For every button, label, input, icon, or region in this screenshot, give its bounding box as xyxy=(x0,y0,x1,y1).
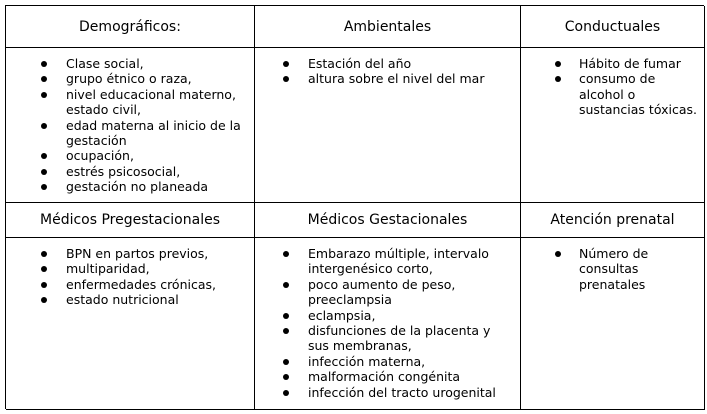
header-conductuales xyxy=(521,6,705,48)
list-item-text: Clase social, xyxy=(66,56,144,71)
list-item xyxy=(255,369,514,384)
list-item-text: consumo de alcohol o sustancias tóxicas. xyxy=(579,71,697,118)
cell-demograficos xyxy=(6,48,255,203)
list-item-text: malformación congénita xyxy=(308,369,461,385)
header-atencion-prenatal-label: Atención prenatal xyxy=(550,212,675,228)
cell-atencion-prenatal xyxy=(521,238,705,410)
bullet-icon xyxy=(283,313,289,319)
bullet-icon xyxy=(555,76,561,82)
list-item-text: Número de consultas prenatales xyxy=(579,246,649,292)
list-item xyxy=(6,246,248,261)
list-item xyxy=(255,56,514,71)
cell-ambientales xyxy=(255,48,521,203)
bullet-icon xyxy=(41,123,47,129)
bullet-icon xyxy=(41,76,47,82)
list-item-text: ocupación, xyxy=(66,148,134,164)
bullet-icon xyxy=(283,251,289,257)
header-demograficos xyxy=(6,6,255,48)
list-item xyxy=(255,277,514,308)
header-medicos-gestacionales xyxy=(255,203,521,238)
list-item xyxy=(6,277,248,292)
list-item-text: Embarazo múltiple, intervalo intergenésico corto, xyxy=(308,246,489,277)
list-item-text: edad materna al inicio de la gestación xyxy=(66,117,241,149)
header-ambientales xyxy=(255,6,521,48)
bullet-icon xyxy=(283,61,289,67)
list-item xyxy=(255,246,514,277)
list-medicos-pregestacionales xyxy=(6,246,248,308)
header-medicos-pregestacionales-label: Médicos Pregestacionales xyxy=(40,212,220,228)
list-item-text: BPN en partos previos, xyxy=(66,246,209,261)
header-atencion-prenatal xyxy=(521,203,705,238)
list-item-text: estrés psicosocial, xyxy=(66,163,181,179)
list-item-text: infección del tracto urogenital xyxy=(308,384,496,400)
bullet-icon xyxy=(283,76,289,82)
bullet-icon xyxy=(283,282,289,288)
list-item xyxy=(6,118,248,149)
bullet-icon xyxy=(41,251,47,257)
list-item-text: gestación no planeada xyxy=(66,179,209,195)
list-medicos-gestacionales xyxy=(255,246,514,400)
list-atencion-prenatal xyxy=(521,246,698,292)
list-item-text: altura sobre el nivel del mar xyxy=(308,71,485,87)
list-item xyxy=(255,308,514,323)
list-item-text: enfermedades crónicas, xyxy=(66,276,216,292)
list-item xyxy=(255,354,514,369)
bullet-icon xyxy=(41,92,47,98)
bullet-icon xyxy=(41,184,47,190)
bullet-icon xyxy=(555,61,561,67)
list-item xyxy=(521,56,698,71)
bullet-icon xyxy=(41,282,47,288)
header-demograficos-label: Demográficos: xyxy=(79,18,181,35)
list-item-text: eclampsia, xyxy=(308,307,376,323)
list-demograficos xyxy=(6,56,248,195)
list-item-text: grupo étnico o raza, xyxy=(66,71,192,87)
bullet-icon xyxy=(283,390,289,396)
list-item xyxy=(6,148,248,163)
list-item xyxy=(255,71,514,86)
list-item-text: nivel educacional materno, estado civil, xyxy=(66,86,236,118)
list-item xyxy=(255,323,514,354)
header-medicos-gestacionales-label: Médicos Gestacionales xyxy=(307,212,468,228)
list-item xyxy=(521,246,698,292)
list-item-text: disfunciones de la placenta y sus membranas, xyxy=(308,323,491,354)
list-item xyxy=(6,56,248,71)
cell-medicos-gestacionales xyxy=(255,238,521,410)
cell-medicos-pregestacionales xyxy=(6,238,255,410)
header-medicos-pregestacionales xyxy=(6,203,255,238)
list-item xyxy=(6,87,248,118)
bullet-icon xyxy=(555,251,561,257)
list-item xyxy=(6,164,248,179)
bullet-icon xyxy=(41,153,47,159)
risk-factors-table xyxy=(5,5,704,409)
list-conductuales xyxy=(521,56,698,118)
list-item-text: estado nutricional xyxy=(66,292,179,308)
header-conductuales-label: Conductuales xyxy=(564,18,661,35)
list-item xyxy=(6,261,248,276)
list-item-text: poco aumento de peso, preeclampsia xyxy=(308,276,456,308)
bullet-icon xyxy=(41,266,47,272)
list-item-text: infección materna, xyxy=(308,353,426,369)
list-item xyxy=(521,71,698,117)
bullet-icon xyxy=(283,328,289,334)
list-ambientales xyxy=(255,56,514,87)
bullet-icon xyxy=(283,374,289,380)
bullet-icon xyxy=(283,359,289,365)
list-item xyxy=(6,71,248,86)
list-item-text: Hábito de fumar xyxy=(579,56,681,71)
bullet-icon xyxy=(41,169,47,175)
bullet-icon xyxy=(41,61,47,67)
list-item xyxy=(6,292,248,307)
cell-conductuales xyxy=(521,48,705,203)
header-ambientales-label: Ambientales xyxy=(343,18,432,35)
bullet-icon xyxy=(41,297,47,303)
list-item-text: multiparidad, xyxy=(66,261,150,277)
list-item xyxy=(6,179,248,194)
list-item-text: Estación del año xyxy=(308,56,412,71)
list-item xyxy=(255,385,514,400)
